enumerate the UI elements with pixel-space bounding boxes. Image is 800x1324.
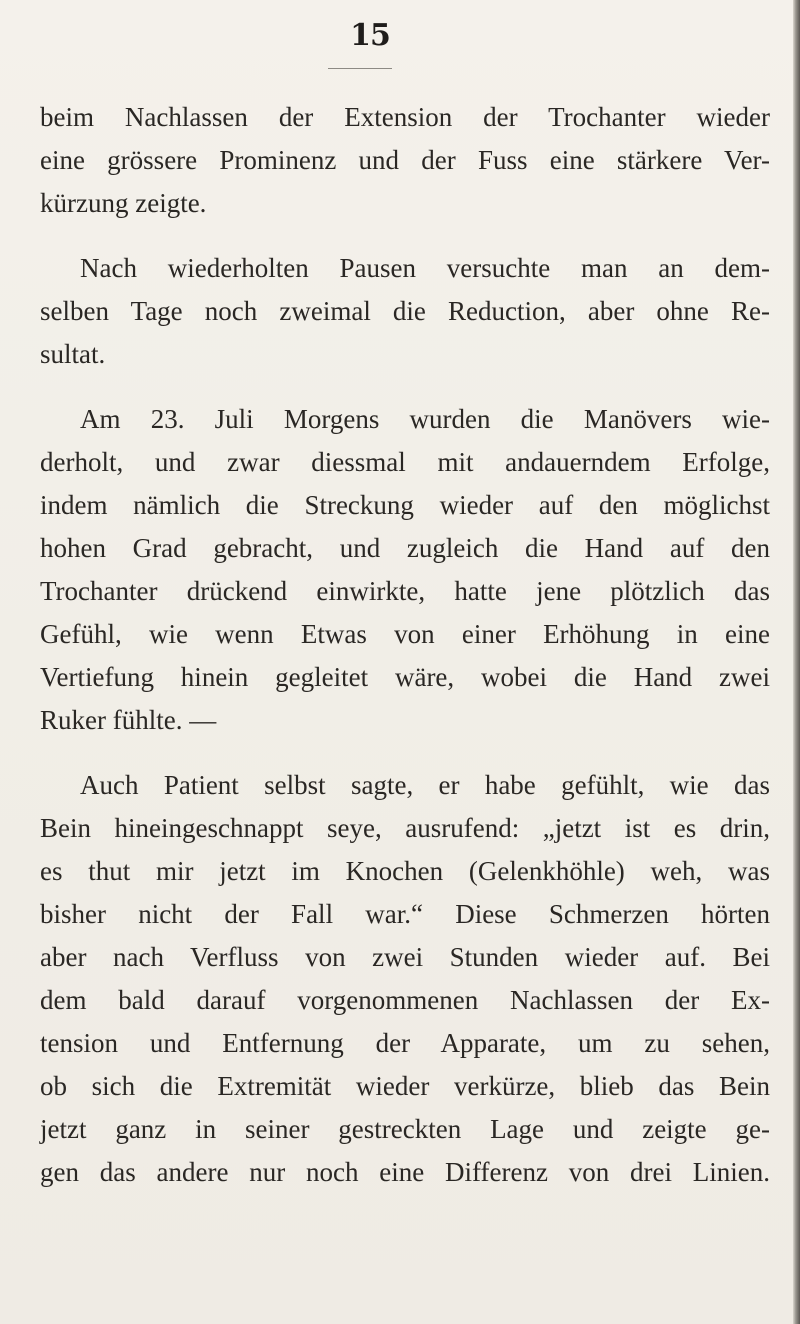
text-line: Vertiefung hinein gegleitet wäre, wobei die Hand zwei	[40, 662, 770, 692]
text-line: gen das andere nur noch eine Differenz von drei Linien.	[40, 1157, 770, 1187]
text-line: Gefühl, wie wenn Etwas von einer Erhöhung in eine	[40, 619, 770, 649]
text-line: Trochanter drückend einwirkte, hatte jene plötzlich das	[40, 576, 770, 606]
page-edge-shadow	[793, 0, 800, 1324]
text-line: Ruker fühlte. —	[40, 705, 217, 735]
text-line: Auch Patient selbst sagte, er habe gefühlt, wie das	[80, 770, 770, 800]
text-line: selben Tage noch zweimal die Reduction, aber ohne Re-	[40, 296, 770, 326]
text-line: sultat.	[40, 339, 106, 369]
text-line: bisher nicht der Fall war.“ Diese Schmerzen hörten	[40, 899, 770, 929]
text-line: tension und Entfernung der Apparate, um zu sehen,	[40, 1028, 770, 1058]
text-line: dem bald darauf vorgenommenen Nachlassen der Ex-	[40, 985, 770, 1015]
text-line: hohen Grad gebracht, und zugleich die Hand auf den	[40, 533, 770, 563]
text-line: indem nämlich die Streckung wieder auf den möglichst	[40, 490, 770, 520]
page-number-rule	[328, 68, 392, 69]
body-text	[40, 96, 770, 1194]
text-line: kürzung zeigte.	[40, 188, 207, 218]
text-line: jetzt ganz in seiner gestreckten Lage und zeigte ge-	[40, 1114, 770, 1144]
page-number: 15	[350, 18, 390, 53]
text-line: eine grössere Prominenz und der Fuss eine stärkere Ver-	[40, 145, 770, 175]
text-line: Nach wiederholten Pausen versuchte man an dem-	[80, 253, 770, 283]
text-line: Am 23. Juli Morgens wurden die Manövers wie-	[80, 404, 770, 434]
text-line: derholt, und zwar diessmal mit andauerndem Erfolge,	[40, 447, 770, 477]
text-line: aber nach Verfluss von zwei Stunden wieder auf. Bei	[40, 942, 770, 972]
text-line: es thut mir jetzt im Knochen (Gelenkhöhle) weh, was	[40, 856, 770, 886]
text-line: ob sich die Extremität wieder verkürze, blieb das Bein	[40, 1071, 770, 1101]
text-line: Bein hineingeschnappt seye, ausrufend: „jetzt ist es drin,	[40, 813, 770, 843]
text-line: beim Nachlassen der Extension der Trochanter wieder	[40, 102, 770, 132]
